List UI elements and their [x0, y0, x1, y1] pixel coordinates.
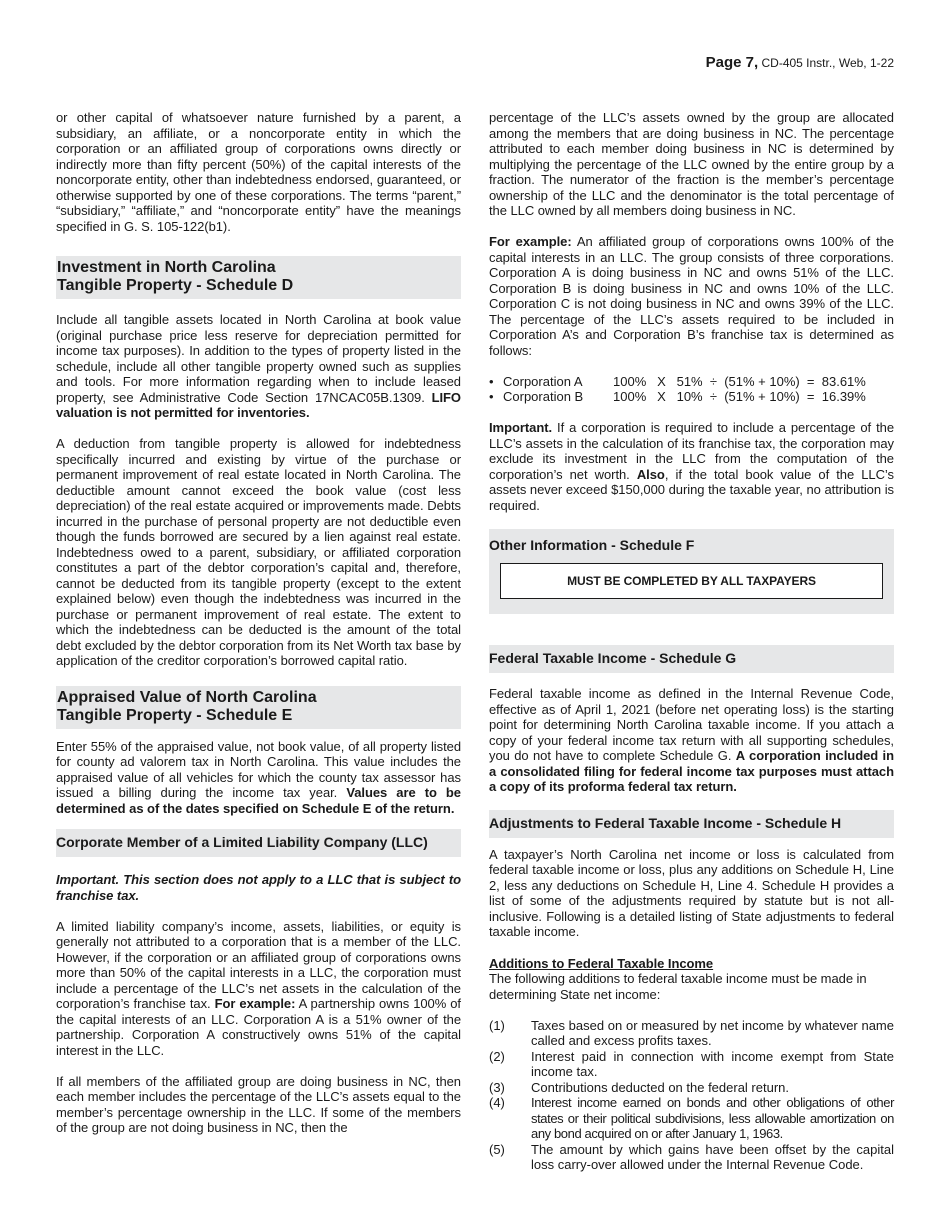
list-item: [489, 1080, 894, 1096]
llc-example-label: For example:: [214, 996, 296, 1011]
schedule-e-title-line-2: Tangible Property - Schedule E: [57, 706, 293, 724]
bullet: •: [489, 373, 494, 389]
llc-paragraph-2: If all members of the affiliated group are doing business in NC, then each member includes the percentage of the LLC’s assets equal to the member’s percentage ownership in the LLC. If some of the members of the group are not doing business in NC, then the: [56, 1073, 461, 1135]
bullet: •: [489, 389, 494, 404]
llc-important-note: Important. This section does not apply to a LLC that is subject to franchise tax.: [56, 872, 461, 903]
schedule-e-heading: [56, 686, 461, 729]
important-paragraph: [489, 420, 894, 513]
calculation: 100% X 10% ÷ (51% + 10%) = 16.39%: [613, 389, 866, 404]
llc-text-a: A limited liability company’s income, assets, liabilities, or equity is generally not attributed to a corporation that is a member of the LLC. However, if the corporation or an affiliated group of corporations owns more than 50% of the capital interests in a LLC, the corporation must include a percentage of the LLC’s net assets in the calculation of the corporation’s franchise tax.: [56, 918, 461, 1011]
left-column: [56, 110, 461, 1136]
schedule-g-text: Federal taxable income as defined in the Internal Revenue Code, effective as of April 1, 2021 (before net operating loss) is the starting point for determining North Carolina taxable income. If you attach a copy of your federal income tax return with all supporting schedules, you do not have to complete Schedule G.: [489, 686, 894, 763]
continuation-paragraph: percentage of the LLC’s assets owned by the group are allocated among the members that are doing business in NC. The percentage attributed to each member doing business in NC is determined by multiplying the percentage of the LLC owned by the entire group by a fraction. The numerator of the fraction is the member’s percentage ownership of the LLC and the denominator is the total percentage of the LLC owned by all members doing business in NC.: [489, 110, 894, 218]
calculation-row: [489, 374, 894, 390]
item-number: (4): [489, 1095, 505, 1110]
schedule-e-text: Enter 55% of the appraised value, not book value, of all property listed for county ad valorem tax in North Carolina. This value includes the appraised value of all vehicles for which the county tax assessor has issued a billing during the income tax year.: [56, 738, 461, 800]
schedule-e-title-line-1: Appraised Value of North Carolina: [57, 688, 317, 706]
important-label: Important.: [489, 420, 553, 435]
llc-text-b: A partnership owns 100% of the capital interests of an LLC. Corporation A is a 51% owner of the partnership. Corporation A constructively owns 51% of the capital interest in the LLC.: [56, 996, 461, 1058]
item-text: Interest income earned on bonds and other obligations of other states or their political subdivisions, less allowable amortization on any bond acquired on or after January 1, 1963.: [531, 1095, 894, 1141]
schedule-d-heading: [56, 256, 461, 299]
corporation-name: Corporation A: [503, 373, 583, 389]
llc-heading: Corporate Member of a Limited Liability Company (LLC): [56, 829, 461, 857]
item-number: (1): [489, 1017, 505, 1033]
lifo-note: LIFO valuation is not permitted for inventories.: [56, 389, 461, 420]
example-paragraph: [489, 234, 894, 358]
calculation-row: [489, 389, 894, 405]
schedule-g-paragraph: [489, 686, 894, 795]
list-item: [489, 1018, 894, 1049]
schedule-f-title: Other Information - Schedule F: [489, 537, 695, 553]
right-column: [489, 110, 894, 1173]
schedule-d-text: Include all tangible assets located in North Carolina at book value (original purchase price less reserve for depreciation permitted for income tax purposes). In addition to the types of property listed in the schedule, include all other tangible property owned such as supplies and tools. For more information regarding when to include leased property, see Administrative Code Section 17NCAC05B.1309.: [56, 312, 461, 405]
item-number: (5): [489, 1141, 505, 1157]
schedule-d-paragraph-1: [56, 312, 461, 421]
additions-block: [489, 956, 894, 1003]
schedule-h-heading: Adjustments to Federal Taxable Income - Schedule H: [489, 810, 894, 838]
schedule-d-title-line-2: Tangible Property - Schedule D: [57, 277, 294, 294]
schedule-e-paragraph: [56, 739, 461, 817]
page-header: [706, 54, 894, 71]
additions-list: [489, 1018, 894, 1173]
list-item: [489, 1095, 894, 1142]
corporation-name: Corporation B: [503, 389, 584, 404]
item-number: (2): [489, 1048, 505, 1064]
schedule-f-required-box: MUST BE COMPLETED BY ALL TAXPAYERS: [500, 563, 883, 599]
item-text: The amount by which gains have been offset by the capital loss carry-over allowed under the Internal Revenue Code.: [531, 1141, 894, 1172]
example-label: For example:: [489, 234, 572, 249]
page-number: Page 7,: [705, 54, 759, 71]
schedule-d-title-line-1: Investment in North Carolina: [57, 259, 276, 276]
item-number: (3): [489, 1079, 505, 1095]
llc-paragraph-1: [56, 919, 461, 1059]
calculation: 100% X 51% ÷ (51% + 10%) = 83.61%: [613, 373, 866, 389]
additions-intro: The following additions to federal taxable income must be made in determining State net income:: [489, 971, 867, 1002]
schedule-h-paragraph: A taxpayer’s North Carolina net income or loss is calculated from federal taxable income or loss, plus any additions on Schedule H, Line 2, less any deductions on Schedule H, Line 4. Schedule H provides a list of some of the adjustments required by statute but is not all-inclusive. Following is a detailed listing of State adjustments to federal taxable income.: [489, 846, 894, 939]
example-text: An affiliated group of corporations owns 100% of the capital interests in an LLC. The group consists of three corporations. Corporation A is doing business in NC and owns 51% of the LLC. Corporation B is doing business in NC and owns 10% of the LLC. Corporation C is not doing business in NC and owns 39% of the LLC. The percentage of the LLC’s assets required to be included in Corporation A’s and Corporation B’s franchise tax is determined as follows:: [489, 234, 894, 358]
calculation-list: [489, 374, 894, 405]
also-label: Also: [636, 466, 665, 482]
important-text-b: , if the total book value of the LLC’s assets never exceed $150,000 during the taxable year, no attribution is required.: [489, 466, 894, 513]
additions-title: Additions to Federal Taxable Income: [489, 955, 714, 971]
intro-paragraph: or other capital of whatsoever nature furnished by a parent, a subsidiary, an affiliate, or a noncorporate entity in which the corporation or an affiliated group of corporations owns directly or indirectly more than fifty percent (50%) of the capital interests of the noncorporate entity, other than indebtedness endorsed, guaranteed, or otherwise supported by one of these corporations. The terms “parent,” “subsidiary,” “affiliate,” and “noncorporate entity” have the meanings specified in G. S. 105-122(b1).: [56, 110, 461, 234]
item-text: Taxes based on or measured by net income by whatever name called and excess profits taxes.: [531, 1017, 894, 1048]
schedule-f-section: [489, 529, 894, 614]
list-item: [489, 1142, 894, 1173]
schedule-g-bold-note: A corporation included in a consolidated filing for federal income tax purposes must attach a copy of its proforma federal tax return.: [489, 748, 894, 794]
form-reference: CD-405 Instr., Web, 1-22: [761, 56, 894, 70]
item-text: Contributions deducted on the federal return.: [531, 1079, 790, 1095]
schedule-e-bold-note: Values are to be determined as of the dates specified on Schedule E of the return.: [56, 785, 461, 816]
schedule-d-paragraph-2: A deduction from tangible property is allowed for indebtedness specifically incurred and existing by virtue of the purchase or permanent improvement of real estate located in North Carolina. The deductible amount cannot exceed the book value (cost less depreciation) of the real estate acquired or improvements made. Debts incurred in the purchase of personal property are not deductible even though the funds borrowed are secured by a lien against real estate. Indebtedness owed to a parent, subsidiary, or affiliated corporation constitutes a part of the debtor corporation’s capital and, therefore, cannot be deducted from its tangible property (except to the extent explained below) even though the indebtedness was incurred in the purchase or permanent improvement of real estate. The extent to which the indebtedness can be deducted is the amount of the total debt excluded by the debtor corporation from its Net Worth tax base by application of the creditor corporation’s borrowed capital ratio.: [56, 436, 461, 668]
important-text-a: If a corporation is required to include a percentage of the LLC’s assets in the calculation of its franchise tax, the corporation may exclude its investment in the LLC from the computation of the corporation’s net worth.: [489, 420, 895, 482]
item-text: Interest paid in connection with income exempt from State income tax.: [531, 1048, 894, 1079]
schedule-g-heading: Federal Taxable Income - Schedule G: [489, 645, 894, 673]
list-item: [489, 1049, 894, 1080]
